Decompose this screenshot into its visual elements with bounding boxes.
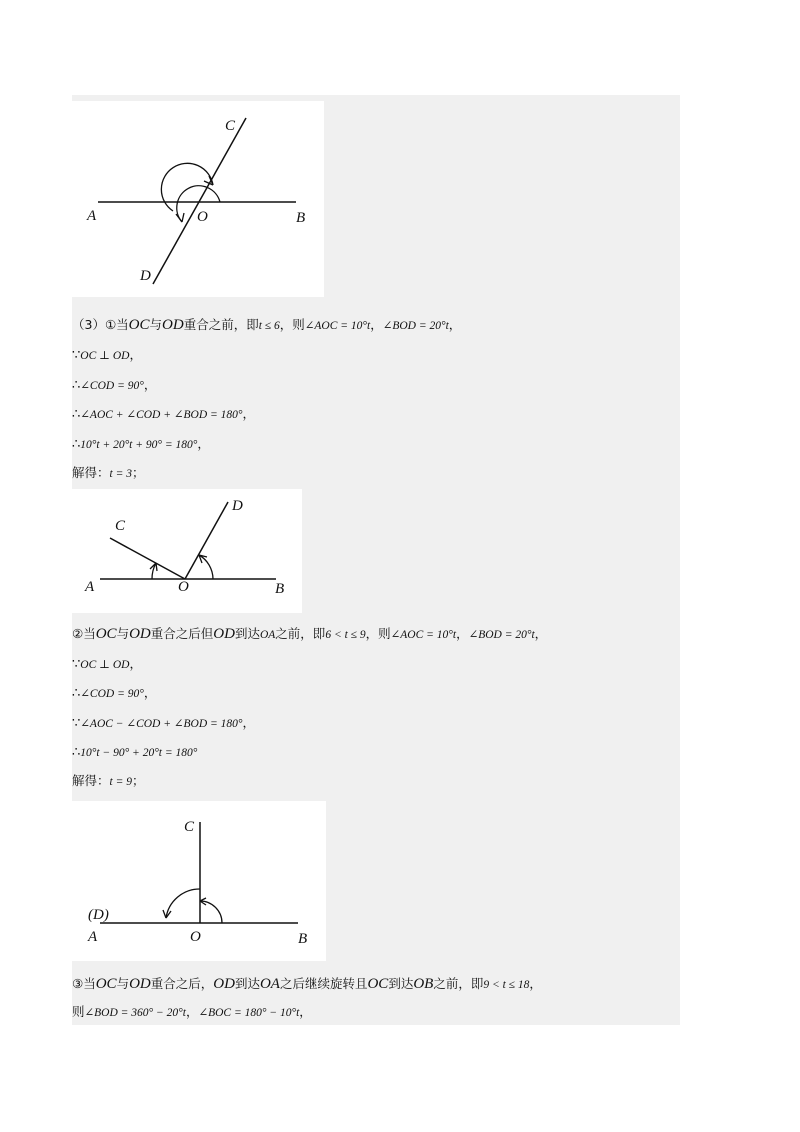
point-label-o: O	[197, 209, 208, 225]
solution-line: ∵OC ⊥ OD，	[72, 347, 142, 363]
figure-1-drawing	[72, 101, 324, 297]
point-label-o: O	[190, 929, 201, 945]
arrowhead-icon	[204, 176, 213, 185]
point-label-b: B	[296, 210, 306, 226]
solution-line: ∴∠AOC + ∠COD + ∠BOD = 180°，	[72, 406, 255, 422]
solution-line: ②当OC与OD重合之后但OD到达OA之前，即6 < t ≤ 9，则∠AOC = 10°t，∠BOD = 20°t，	[72, 626, 548, 642]
solution-line: ∵∠AOC − ∠COD + ∠BOD = 180°，	[72, 715, 255, 731]
point-label-o: O	[178, 579, 189, 595]
solution-line: 解得：t = 9；	[72, 773, 145, 788]
point-label-d: D	[140, 268, 151, 284]
solution-line: ∵OC ⊥ OD，	[72, 656, 142, 672]
point-label-b: B	[298, 931, 308, 947]
point-label-d: D	[232, 498, 243, 514]
figure-2	[72, 489, 302, 613]
solution-line: 则∠BOD = 360° − 20°t，∠BOC = 180° − 10°t，	[72, 1004, 312, 1019]
point-label-d: (D)	[88, 907, 109, 923]
figure-3-drawing	[72, 801, 326, 961]
line-cd	[153, 118, 246, 284]
point-label-b: B	[275, 581, 285, 597]
solution-line: ∴∠COD = 90°，	[72, 685, 157, 701]
solution-line: ∴10°t − 90° + 20°t = 180°	[72, 745, 198, 760]
angle-arc-boc	[200, 901, 222, 923]
point-label-a: A	[88, 929, 98, 945]
angle-arc-bod	[199, 555, 213, 579]
point-label-c: C	[225, 118, 236, 134]
document-page	[72, 95, 680, 1025]
ray-od	[185, 502, 228, 579]
ray-oc	[110, 538, 185, 579]
solution-line: ∴10°t + 20°t + 90° = 180°，	[72, 436, 210, 452]
solution-line: 解得：t = 3；	[72, 465, 145, 480]
figure-2-drawing	[72, 489, 302, 613]
solution-line: ∴∠COD = 90°，	[72, 377, 157, 393]
point-label-c: C	[115, 518, 126, 534]
point-label-a: A	[87, 208, 97, 224]
figure-1	[72, 101, 324, 297]
solution-line: （3）①当OC与OD重合之前，即t ≤ 6，则∠AOC = 10°t，∠BOD = 20°t，	[72, 317, 462, 333]
point-label-a: A	[85, 579, 95, 595]
angle-arc-cod	[166, 889, 200, 918]
point-label-c: C	[184, 819, 195, 835]
figure-3	[72, 801, 326, 961]
solution-line: ③当OC与OD重合之后，OD到达OA之后继续旋转且OC到达OB之前，即9 < t ≤ 18，	[72, 976, 542, 992]
